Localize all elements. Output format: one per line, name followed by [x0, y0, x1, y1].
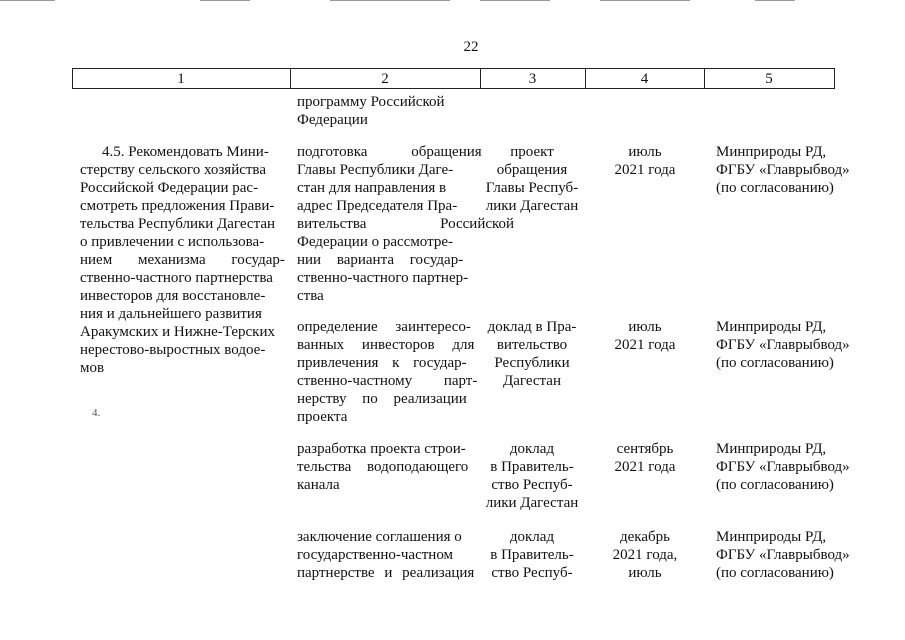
table-header-bottom-rule: [72, 88, 835, 89]
cell-line: Минприроды РД,: [716, 319, 827, 335]
cell-line: мов: [80, 360, 105, 376]
cell-line: Федерации о рассмотре-: [297, 234, 453, 250]
cell-line: лики Дагестан: [485, 495, 579, 511]
cell-line: ФГБУ «Главрыбвод»: [716, 547, 850, 563]
cell-line: Республики: [494, 355, 570, 371]
scan-edge-line: [480, 0, 550, 1]
page-number: 22: [463, 39, 479, 55]
cell-line: 2021 года: [614, 162, 676, 178]
cell-line: инвесторов для восстановле-: [80, 288, 266, 304]
cell-line: Аракумских и Нижне-Терских: [80, 324, 275, 340]
table-header-top-rule: [72, 68, 835, 69]
result-cell: [482, 440, 582, 512]
cell-line: ванных инвесторов для: [297, 337, 475, 353]
cell-line: ство Респуб-: [491, 565, 573, 581]
cell-line: 2021 года: [614, 459, 676, 475]
cell-line: Главы Респуб-: [485, 180, 579, 196]
scan-edge-line: [0, 0, 55, 1]
cell-line: [297, 93, 473, 111]
cell-line: тельства водоподающего: [297, 459, 469, 475]
column-header-4: 4: [640, 71, 649, 87]
cell-text: программу Российской: [297, 94, 445, 110]
responsible-cell: [716, 143, 866, 197]
table-col-divider: [834, 68, 835, 88]
action-cell: [297, 143, 515, 305]
cell-line: партнерстве и реализация: [297, 565, 475, 581]
cell-line: нии варианта государ-: [297, 252, 464, 268]
column-header-1: 1: [177, 71, 185, 87]
cell-line: обращения: [496, 162, 568, 178]
cell-line: июль: [628, 565, 662, 581]
scan-edge-line: [200, 0, 250, 1]
cell-line: июль: [628, 319, 662, 335]
cell-line: (по согласованию): [716, 477, 834, 493]
deadline-cell: [590, 440, 700, 476]
cell-line: ственно-частного партнер-: [297, 270, 469, 286]
item-description: [80, 143, 285, 377]
cell-line: доклад в Пра-: [487, 319, 577, 335]
cell-line: 2021 года: [614, 337, 676, 353]
cell-line: стан для направления в: [297, 180, 447, 196]
cell-line: стерству сельского хозяйства: [80, 162, 266, 178]
cell-line: о привлечении с использова-: [80, 234, 265, 250]
result-cell: [482, 528, 582, 582]
deadline-cell: [590, 143, 700, 179]
cell-line: разработка проекта строи-: [297, 441, 466, 457]
cell-line: ство Респуб-: [491, 477, 573, 493]
action-cell: [297, 318, 478, 426]
responsible-cell: [716, 440, 866, 494]
cell-line: ства: [297, 288, 324, 304]
cell-line: (по согласованию): [716, 180, 834, 196]
cell-line: адрес Председателя Пра-: [297, 198, 458, 214]
cell-line: смотреть предложения Прави-: [80, 198, 275, 214]
cell-line: ственно-частного партнерства: [80, 270, 273, 286]
cell-line: лики Дагестан: [485, 198, 579, 214]
cell-line: канала: [297, 477, 340, 493]
action-cell: [297, 528, 475, 582]
cell-line: декабрь: [620, 529, 670, 545]
column-header-2: 2: [381, 71, 389, 87]
cell-line: государственно-частном: [297, 547, 454, 563]
cell-line: в Правитель-: [490, 459, 574, 475]
cell-line: привлечения к государ-: [297, 355, 467, 371]
cell-line: (по согласованию): [716, 565, 834, 581]
cell-line: доклад: [509, 441, 555, 457]
cell-line: проекта: [297, 409, 348, 425]
cell-line: сентябрь: [616, 441, 674, 457]
cell-line: июль: [628, 144, 662, 160]
cell-line: Минприроды РД,: [716, 144, 827, 160]
scan-edge-line: [330, 0, 450, 1]
cell-line: вительства Российской: [297, 216, 515, 232]
deadline-cell: [590, 528, 700, 582]
margin-mark: 4.: [92, 407, 101, 419]
cell-line: вительство: [496, 337, 568, 353]
cell-line: тельства Республики Дагестан: [80, 216, 275, 232]
cell-line: Дагестан: [503, 373, 561, 389]
result-cell: [482, 318, 582, 390]
responsible-cell: [716, 318, 866, 372]
scan-edge-line: [755, 0, 795, 1]
cell-line: Минприроды РД,: [716, 441, 827, 457]
cell-line: определение заинтересо-: [297, 319, 471, 335]
cell-line: ФГБУ «Главрыбвод»: [716, 162, 850, 178]
continuation-cell: [297, 93, 473, 129]
cell-line: ственно-частному парт-: [297, 373, 478, 389]
responsible-cell: [716, 528, 866, 582]
cell-line: проект: [510, 144, 554, 160]
cell-line: Федерации: [297, 112, 368, 128]
cell-line: ФГБУ «Главрыбвод»: [716, 337, 850, 353]
column-header-3: 3: [528, 71, 537, 87]
cell-line: ФГБУ «Главрыбвод»: [716, 459, 850, 475]
cell-line: нерству по реализации: [297, 391, 467, 407]
cell-line: Российской Федерации рас-: [80, 180, 259, 196]
cell-line: Главы Республики Даге-: [297, 162, 454, 178]
cell-line: нерестово-выростных водое-: [80, 342, 266, 358]
cell-line: 4.5. Рекомендовать Мини-: [102, 144, 269, 160]
cell-line: подготовка обращения: [297, 144, 482, 160]
column-header-5: 5: [765, 71, 773, 87]
cell-line: Минприроды РД,: [716, 529, 827, 545]
cell-line: в Правитель-: [490, 547, 574, 563]
cell-line: доклад: [509, 529, 555, 545]
cell-line: 2021 года,: [612, 547, 678, 563]
cell-line: (по согласованию): [716, 355, 834, 371]
cell-line: ния и дальнейшего развития: [80, 306, 262, 322]
action-cell: [297, 440, 475, 494]
deadline-cell: [590, 318, 700, 354]
cell-line: заключение соглашения о: [297, 529, 462, 545]
result-cell: [482, 143, 582, 215]
scan-edge-line: [600, 0, 690, 1]
cell-line: нием механизма государ-: [80, 252, 285, 268]
